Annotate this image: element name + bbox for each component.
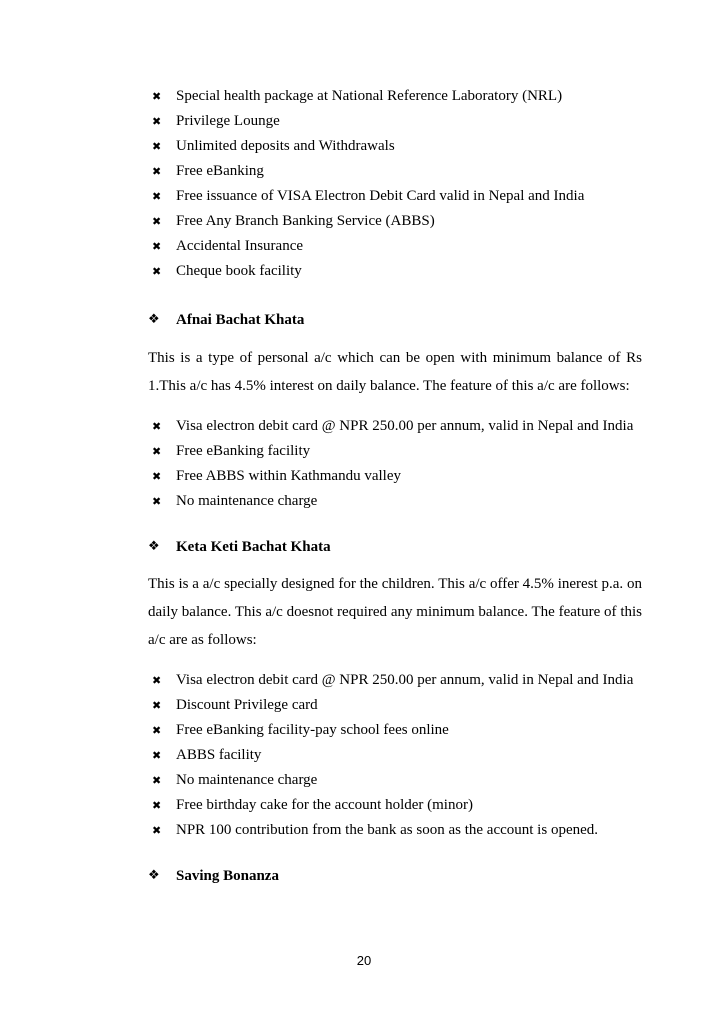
cross-bullet-icon: ✖ (152, 699, 162, 712)
list-item: ✖ Accidental Insurance (150, 234, 584, 259)
cross-bullet-icon: ✖ (152, 165, 162, 178)
cross-bullet-icon: ✖ (152, 799, 162, 812)
cross-bullet-icon: ✖ (152, 495, 162, 508)
cross-bullet-icon: ✖ (152, 115, 162, 128)
list-item: ✖ Free Any Branch Banking Service (ABBS) (150, 209, 584, 234)
list-item: ✖ Visa electron debit card @ NPR 250.00 per annum, valid in Nepal and India (150, 414, 633, 439)
keta-keti-features-list (150, 668, 633, 843)
cross-bullet-icon: ✖ (152, 445, 162, 458)
cross-bullet-icon: ✖ (152, 420, 162, 433)
list-item: ✖ ABBS facility (150, 743, 633, 768)
section-paragraph: This is a type of personal a/c which can be open with minimum balance of Rs 1.This a/c has 4.5% interest on daily balance. The feature of this a/c are follows: (148, 350, 642, 394)
benefits-list (150, 84, 584, 284)
cross-bullet-icon: ✖ (152, 724, 162, 737)
document-page: ✖ Special health package at National Reference Laboratory (NRL) ✖ Privilege Lounge ✖ Unlimited deposits and Withdrawals ✖ Free eBanking ✖ Free issuance of VISA Electron Debit Card valid in Nepal and India ✖ Free Any Branch Banking Service (ABBS) ✖ Accidental Insurance ✖ Cheque book facility ❖ Afnai Bachat Khata This is a type of personal a/c which can be open with minimum balance of Rs 1.This a/c has 4.5% interest on daily balance. The feature of this a/c are follows: ✖ Visa electron debit card @ NPR 250.00 per annum, valid in Nepal and India ✖ Free eBanking facility ✖ Free ABBS within Kathmandu valley ✖ No maintenance charge ❖ Keta Keti Bachat Khata This is a a/c specially designed for the children. This a/c offer 4.5% inerest p.a. on daily balance. This a/c doesnot required any minimum balance. The feature of this a/c are as follows: ✖ Visa electron debit card @ NPR 250.00 per annum, valid in Nepal and India ✖ Discount Privilege card ✖ Free eBanking facility-pay school fees online ✖ ABBS facility ✖ No maintenance charge ✖ Free birthday cake for the account holder (minor) ✖ NPR 100 contribution from the bank as soon as the account is opened. ❖ Saving Bonanza 20 (0, 0, 728, 1030)
cross-bullet-icon: ✖ (152, 90, 162, 103)
list-item: ✖ No maintenance charge (150, 489, 633, 514)
list-item: ✖ Visa electron debit card @ NPR 250.00 per annum, valid in Nepal and India (150, 668, 633, 693)
list-item: ✖ Special health package at National Reference Laboratory (NRL) (150, 84, 584, 109)
cross-bullet-icon: ✖ (152, 470, 162, 483)
list-item: ✖ Privilege Lounge (150, 109, 584, 134)
list-item: ✖ Free eBanking (150, 159, 584, 184)
diamond-bullet-icon: ❖ (148, 868, 160, 883)
list-item: ✖ NPR 100 contribution from the bank as soon as the account is opened. (150, 818, 633, 843)
cross-bullet-icon: ✖ (152, 140, 162, 153)
cross-bullet-icon: ✖ (152, 190, 162, 203)
cross-bullet-icon: ✖ (152, 240, 162, 253)
list-item: ✖ Discount Privilege card (150, 693, 633, 718)
list-item: ✖ Free birthday cake for the account holder (minor) (150, 793, 633, 818)
cross-bullet-icon: ✖ (152, 749, 162, 762)
diamond-bullet-icon: ❖ (148, 539, 160, 554)
section-paragraph: This is a a/c specially designed for the children. This a/c offer 4.5% inerest p.a. on daily balance. This a/c doesnot required any minimum balance. The feature of this a/c are as follows: (148, 576, 642, 648)
cross-bullet-icon: ✖ (152, 674, 162, 687)
list-item: ✖ Free ABBS within Kathmandu valley (150, 464, 633, 489)
cross-bullet-icon: ✖ (152, 265, 162, 278)
diamond-bullet-icon: ❖ (148, 312, 160, 327)
list-item: ✖ Unlimited deposits and Withdrawals (150, 134, 584, 159)
list-item: ✖ Free issuance of VISA Electron Debit Card valid in Nepal and India (150, 184, 584, 209)
cross-bullet-icon: ✖ (152, 774, 162, 787)
list-item: ✖ Free eBanking facility (150, 439, 633, 464)
cross-bullet-icon: ✖ (152, 824, 162, 837)
list-item: ✖ No maintenance charge (150, 768, 633, 793)
page-number: 20 (356, 953, 372, 968)
cross-bullet-icon: ✖ (152, 215, 162, 228)
afnai-features-list (150, 414, 633, 514)
list-item: ✖ Free eBanking facility-pay school fees online (150, 718, 633, 743)
list-item: ✖ Cheque book facility (150, 259, 584, 284)
